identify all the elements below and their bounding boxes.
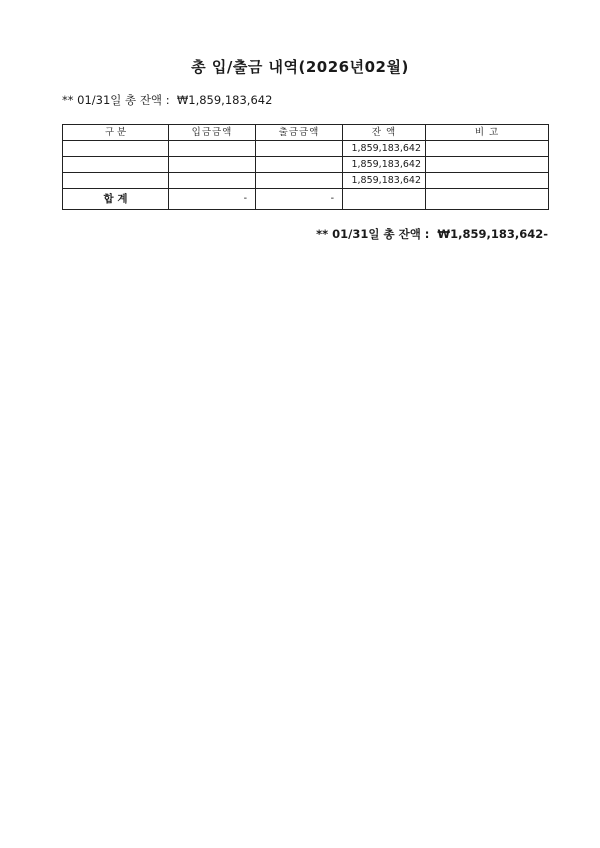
document-title: 총 입/출금 내역(2026년02월)	[191, 58, 409, 76]
closing-balance-line: ** 01/31일 총 잔액 : ₩1,859,183,642-	[316, 227, 548, 241]
cell-note	[426, 173, 549, 189]
table-header-row	[63, 125, 549, 141]
header-withdrawal: 출금금액	[256, 125, 343, 141]
cell-category	[63, 141, 169, 157]
cell-category	[63, 173, 169, 189]
table-row	[63, 141, 549, 157]
table-row	[63, 157, 549, 173]
cell-balance: 1,859,183,642	[343, 173, 426, 189]
cell-deposit	[169, 157, 256, 173]
header-deposit: 입금금액	[169, 125, 256, 141]
cell-withdrawal	[256, 157, 343, 173]
table-row	[63, 173, 549, 189]
header-category: 구 분	[63, 125, 169, 141]
header-note: 비 고	[426, 125, 549, 141]
header-balance: 잔 액	[343, 125, 426, 141]
total-label: 합 계	[63, 189, 169, 210]
total-note	[426, 189, 549, 210]
cell-deposit	[169, 173, 256, 189]
cell-deposit	[169, 141, 256, 157]
cell-category	[63, 157, 169, 173]
cell-withdrawal	[256, 173, 343, 189]
cell-withdrawal	[256, 141, 343, 157]
transaction-table	[62, 124, 549, 210]
cell-note	[426, 157, 549, 173]
cell-note	[426, 141, 549, 157]
cell-balance: 1,859,183,642	[343, 141, 426, 157]
total-balance	[343, 189, 426, 210]
total-deposit: -	[169, 189, 256, 210]
total-row	[63, 189, 549, 210]
opening-balance-line: ** 01/31일 총 잔액 : ₩1,859,183,642	[62, 93, 273, 107]
total-withdrawal: -	[256, 189, 343, 210]
cell-balance: 1,859,183,642	[343, 157, 426, 173]
